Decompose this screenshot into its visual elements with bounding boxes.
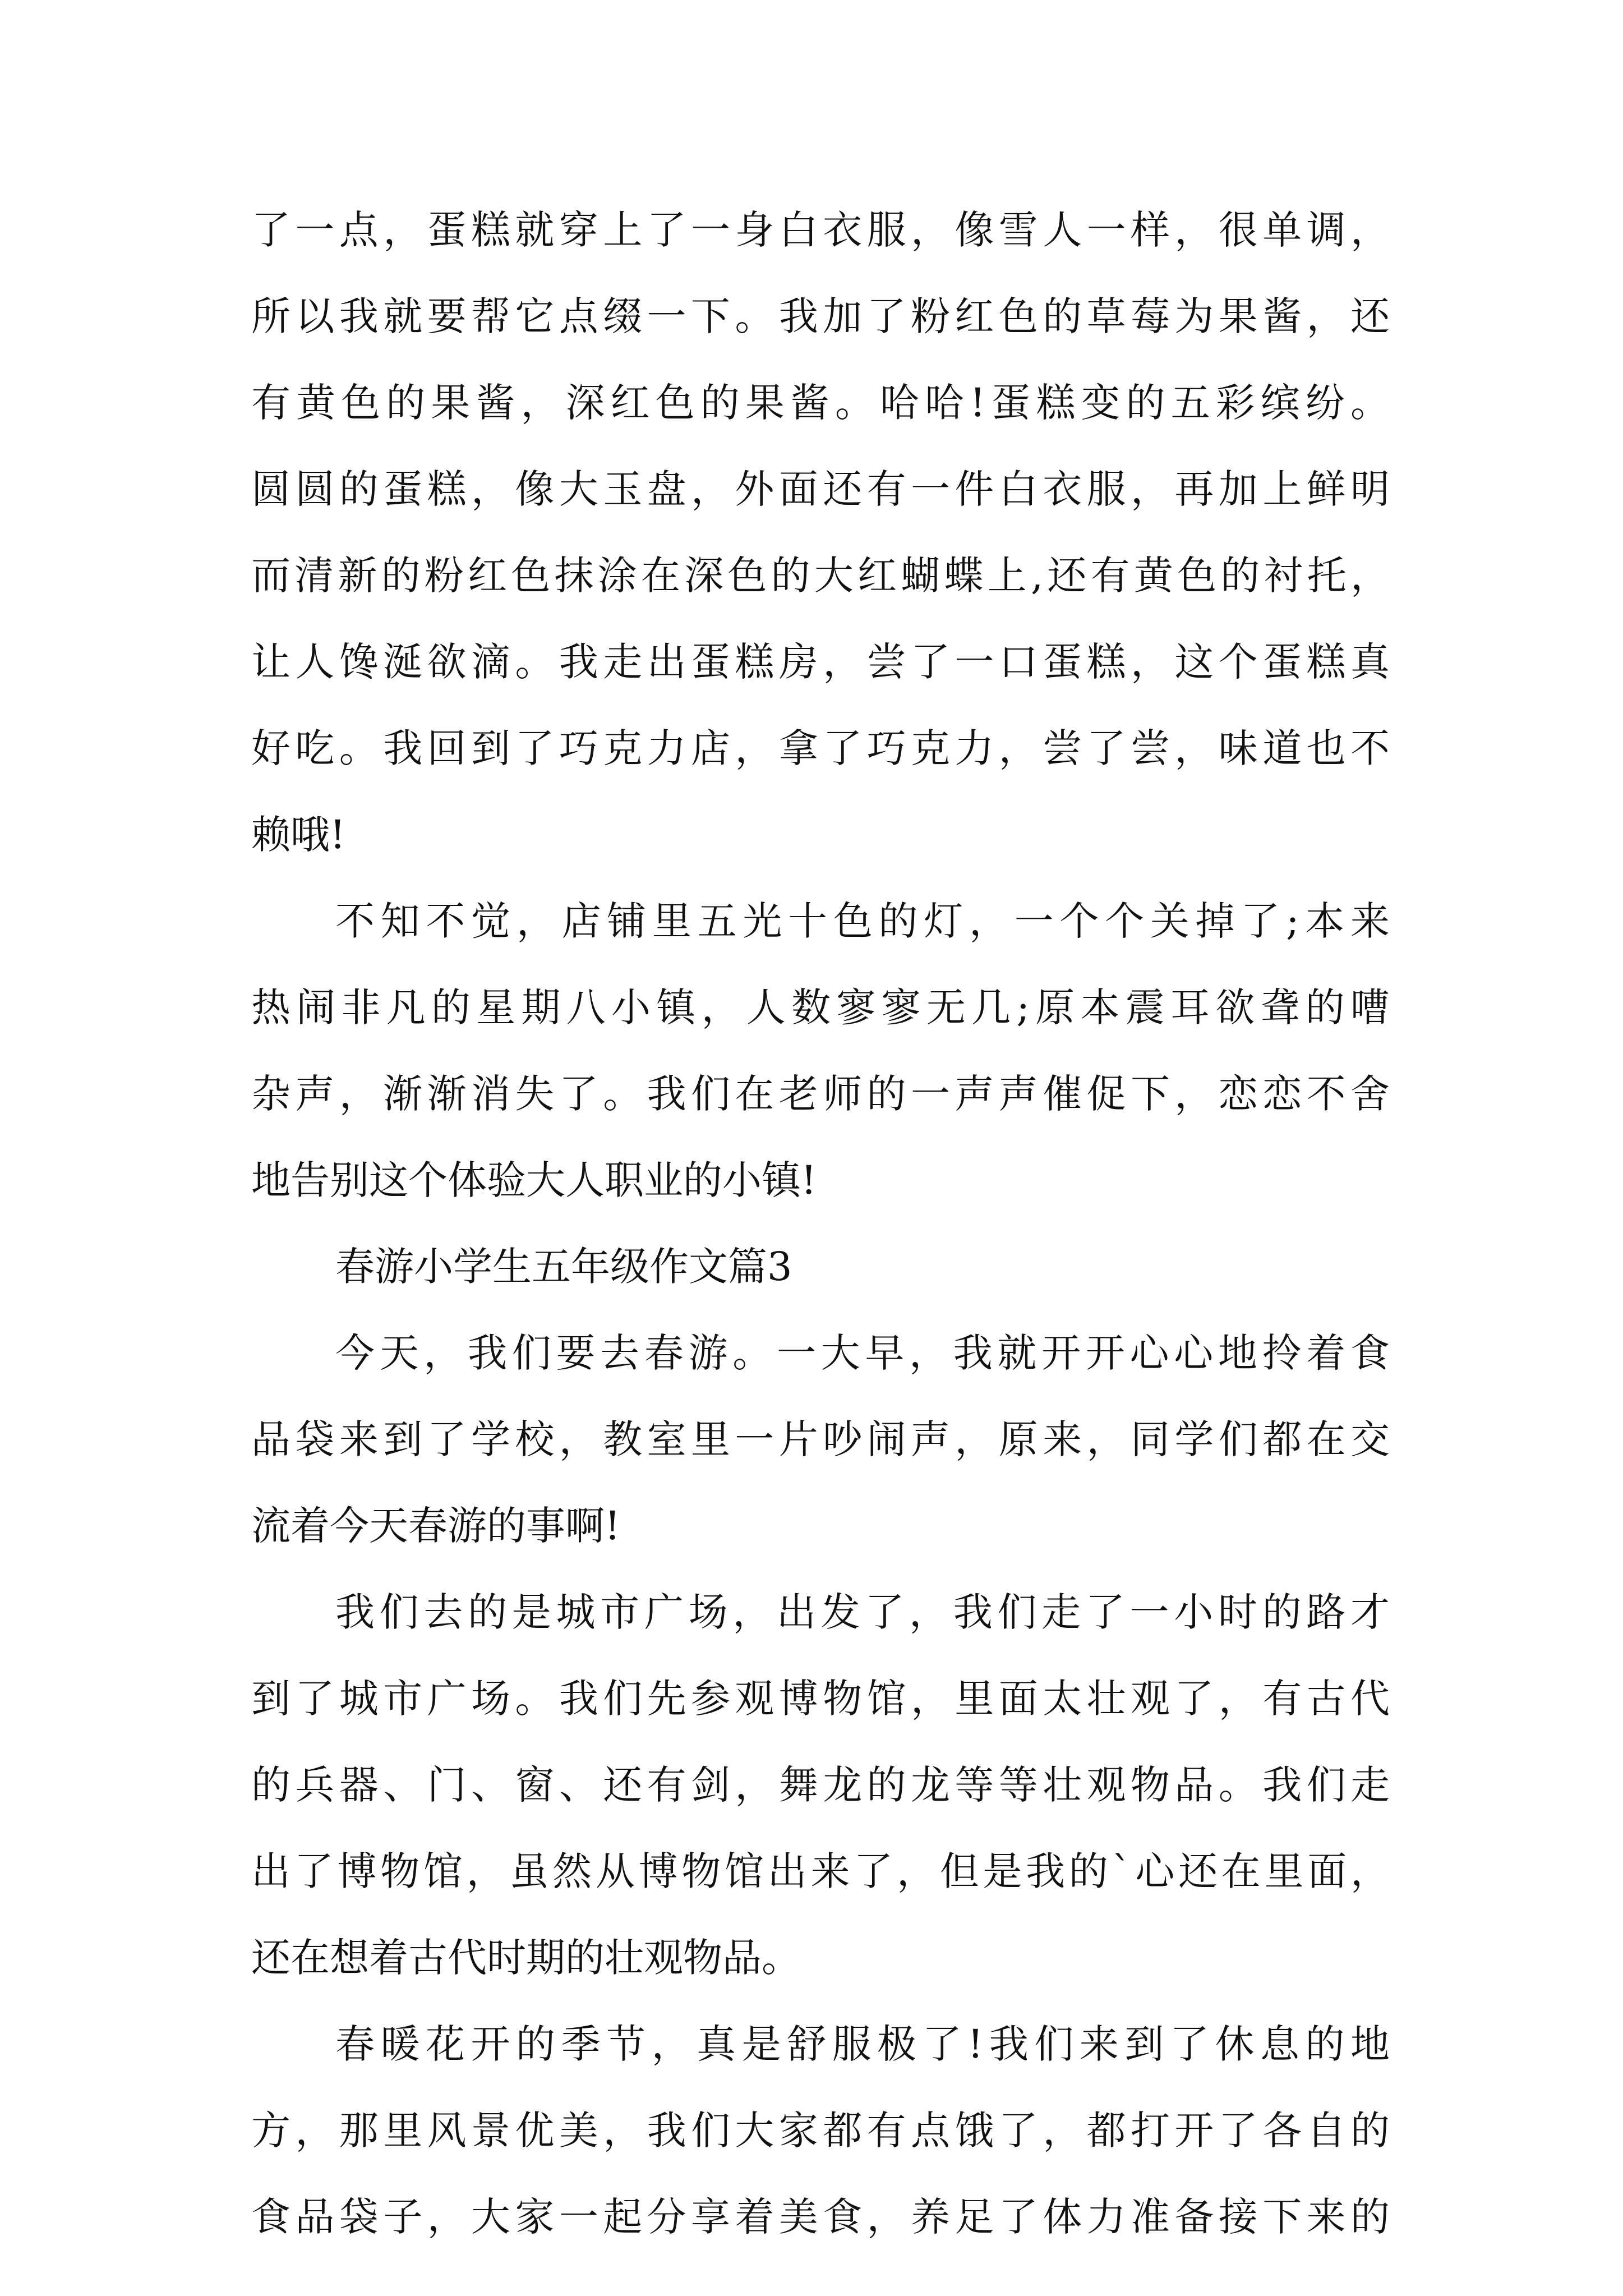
text-line: 出了博物馆，虽然从博物馆出来了，但是我的`心还在里面， bbox=[251, 1848, 1390, 1894]
text-line: 不知不觉，店铺里五光十色的灯，一个个关掉了;本来 bbox=[335, 898, 1390, 944]
text-line: 春暖花开的季节，真是舒服极了!我们来到了休息的地 bbox=[335, 2021, 1390, 2067]
text-line: 杂声，渐渐消失了。我们在老师的一声声催促下，恋恋不舍 bbox=[251, 1071, 1390, 1117]
text-line: 而清新的粉红色抹涂在深色的大红蝴蝶上,还有黄色的衬托， bbox=[251, 553, 1390, 599]
text-line: 赖哦! bbox=[251, 812, 346, 858]
document-body bbox=[251, 202, 1390, 2275]
text-line: 圆圆的蛋糕，像大玉盘，外面还有一件白衣服，再加上鲜明 bbox=[251, 466, 1390, 512]
text-line: 我们去的是城市广场，出发了，我们走了一小时的路才 bbox=[335, 1589, 1390, 1635]
text-line: 到了城市广场。我们先参观博物馆，里面太壮观了，有古代 bbox=[251, 1676, 1390, 1722]
text-line: 的兵器、门、窗、还有剑，舞龙的龙等等壮观物品。我们走 bbox=[251, 1762, 1390, 1808]
text-line: 地告别这个体验大人职业的小镇! bbox=[251, 1157, 817, 1203]
text-line: 还在想着古代时期的壮观物品。 bbox=[251, 1935, 801, 1981]
text-line: 热闹非凡的星期八小镇，人数寥寥无几;原本震耳欲聋的嘈 bbox=[251, 984, 1390, 1030]
section-heading: 春游小学生五年级作文篇3 bbox=[335, 1244, 792, 1290]
text-line: 食品袋子，大家一起分享着美食，养足了体力准备接下来的 bbox=[251, 2194, 1390, 2240]
text-line: 品袋来到了学校，教室里一片吵闹声，原来，同学们都在交 bbox=[251, 1416, 1390, 1462]
text-line: 让人馋涎欲滴。我走出蛋糕房，尝了一口蛋糕，这个蛋糕真 bbox=[251, 639, 1390, 685]
text-line: 好吃。我回到了巧克力店，拿了巧克力，尝了尝，味道也不 bbox=[251, 725, 1390, 771]
text-line: 了一点，蛋糕就穿上了一身白衣服，像雪人一样，很单调， bbox=[251, 207, 1390, 253]
text-line: 方，那里风景优美，我们大家都有点饿了，都打开了各自的 bbox=[251, 2108, 1390, 2154]
text-line: 所以我就要帮它点缀一下。我加了粉红色的草莓为果酱，还 bbox=[251, 293, 1390, 339]
text-line: 今天，我们要去春游。一大早，我就开开心心地拎着食 bbox=[335, 1330, 1390, 1376]
text-line: 流着今天春游的事啊! bbox=[251, 1503, 621, 1549]
text-line: 有黄色的果酱，深红色的果酱。哈哈!蛋糕变的五彩缤纷。 bbox=[251, 380, 1390, 426]
